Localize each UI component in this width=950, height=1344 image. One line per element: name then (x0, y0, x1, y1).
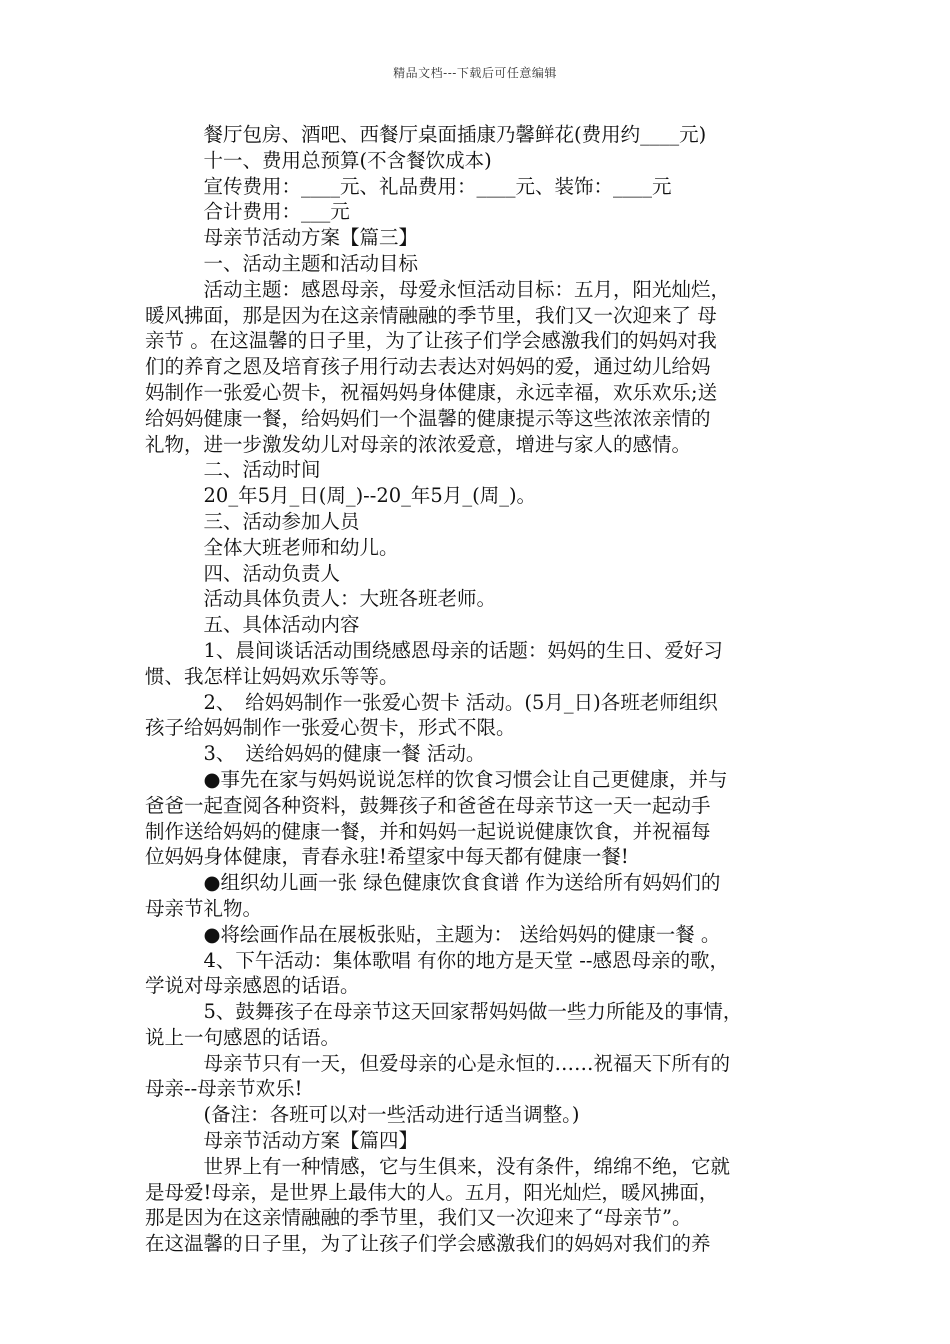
text-line: 20_年5月_日(周_)--20_年5月_(周_)。 (145, 484, 537, 508)
text-line: 五、具体活动内容 (145, 613, 360, 637)
text-line: 母亲节礼物。 (145, 896, 263, 920)
text-line: 学说对母亲感恩的话语。 (145, 974, 360, 998)
text-line: 妈制作一张爱心贺卡，祝福妈妈身体健康，永远幸福，欢乐欢乐;送 (145, 380, 718, 404)
text-line: 4、下午活动：集体歌唱 有你的地方是天堂 --感恩母亲的歌， (145, 948, 729, 972)
text-line: 在这温馨的日子里，为了让孩子们学会感激我们的妈妈对我们的养 (145, 1232, 711, 1256)
text-line: 十一、费用总预算(不含餐饮成本) (145, 148, 492, 172)
text-line: 3、 送给妈妈的健康一餐 活动。 (145, 742, 486, 766)
text-line: 母亲节活动方案【篇三】 (145, 226, 419, 250)
text-line: 说上一句感恩的话语。 (145, 1025, 341, 1049)
text-line: (备注：各班可以对一些活动进行适当调整。) (145, 1103, 580, 1127)
text-line: 惯、我怎样让妈妈欢乐等等。 (145, 664, 399, 688)
text-line: 位妈妈身体健康，青春永驻!希望家中每天都有健康一餐! (145, 845, 629, 869)
text-line: 爸爸一起查阅各种资料，鼓舞孩子和爸爸在母亲节这一天一起动手 (145, 793, 711, 817)
text-line: 合计费用：___元 (145, 200, 350, 224)
text-line: 礼物，进一步激发幼儿对母亲的浓浓爱意，增进与家人的感情。 (145, 432, 692, 456)
page-header: 精品文档---下载后可任意编辑 (393, 66, 557, 80)
text-line: 宣传费用：____元、礼品费用：____元、装饰：____元 (145, 174, 672, 198)
text-line: 全体大班老师和幼儿。 (145, 535, 399, 559)
text-line: 5、鼓舞孩子在母亲节这天回家帮妈妈做一些力所能及的事情， (145, 1000, 743, 1024)
text-line: 餐厅包房、酒吧、西餐厅桌面插康乃馨鲜花(费用约____元) (145, 123, 707, 146)
text-line: 1、晨间谈话活动围绕感恩母亲的话题：妈妈的生日、爱好习 (145, 638, 723, 662)
text-line: 三、活动参加人员 (145, 509, 360, 533)
text-line: 世界上有一种情感，它与生俱来，没有条件，绵绵不绝，它就 (145, 1154, 731, 1178)
text-line: 是母爱!母亲，是世界上最伟大的人。五月，阳光灿烂，暖风拂面， (145, 1180, 719, 1204)
text-line: 制作送给妈妈的健康一餐，并和妈妈一起说说健康饮食，并祝福每 (145, 819, 711, 843)
text-line: 暖风拂面，那是因为在这亲情融融的季节里，我们又一次迎来了 母 (145, 303, 717, 327)
text-line: 二、活动时间 (145, 458, 321, 482)
document-body (145, 122, 813, 1257)
text-line: 那是因为在这亲情融融的季节里，我们又一次迎来了“母亲节”。 (145, 1206, 692, 1230)
text-line: 母亲--母亲节欢乐! (145, 1077, 303, 1101)
text-line: 们的养育之恩及培育孩子用行动去表达对妈妈的爱，通过幼儿给妈 (145, 355, 711, 379)
text-line: ●组织幼儿画一张 绿色健康饮食食谱 作为送给所有妈妈们的 (145, 871, 721, 895)
text-line: 活动具体负责人：大班各班老师。 (145, 587, 497, 611)
text-line: 一、活动主题和活动目标 (145, 251, 419, 275)
text-line: 亲节 。在这温馨的日子里，为了让孩子们学会感激我们的妈妈对我 (145, 329, 717, 353)
text-line: 母亲节只有一天，但爱母亲的心是永恒的……祝福天下所有的 (145, 1051, 731, 1075)
text-line: 2、 给妈妈制作一张爱心贺卡 活动。(5月_日)各班老师组织 (145, 690, 718, 714)
text-line: ●事先在家与妈妈说说怎样的饮食习惯会让自己更健康，并与 (145, 767, 728, 791)
text-line: 活动主题：感恩母亲，母爱永恒活动目标：五月，阳光灿烂， (145, 277, 731, 301)
text-line: 孩子给妈妈制作一张爱心贺卡，形式不限。 (145, 716, 516, 740)
text-line: 母亲节活动方案【篇四】 (145, 1129, 419, 1153)
text-line: 四、活动负责人 (145, 561, 341, 585)
text-line: ●将绘画作品在展板张贴，主题为： 送给妈妈的健康一餐 。 (145, 922, 721, 946)
text-line: 给妈妈健康一餐，给妈妈们一个温馨的健康提示等这些浓浓亲情的 (145, 406, 711, 430)
